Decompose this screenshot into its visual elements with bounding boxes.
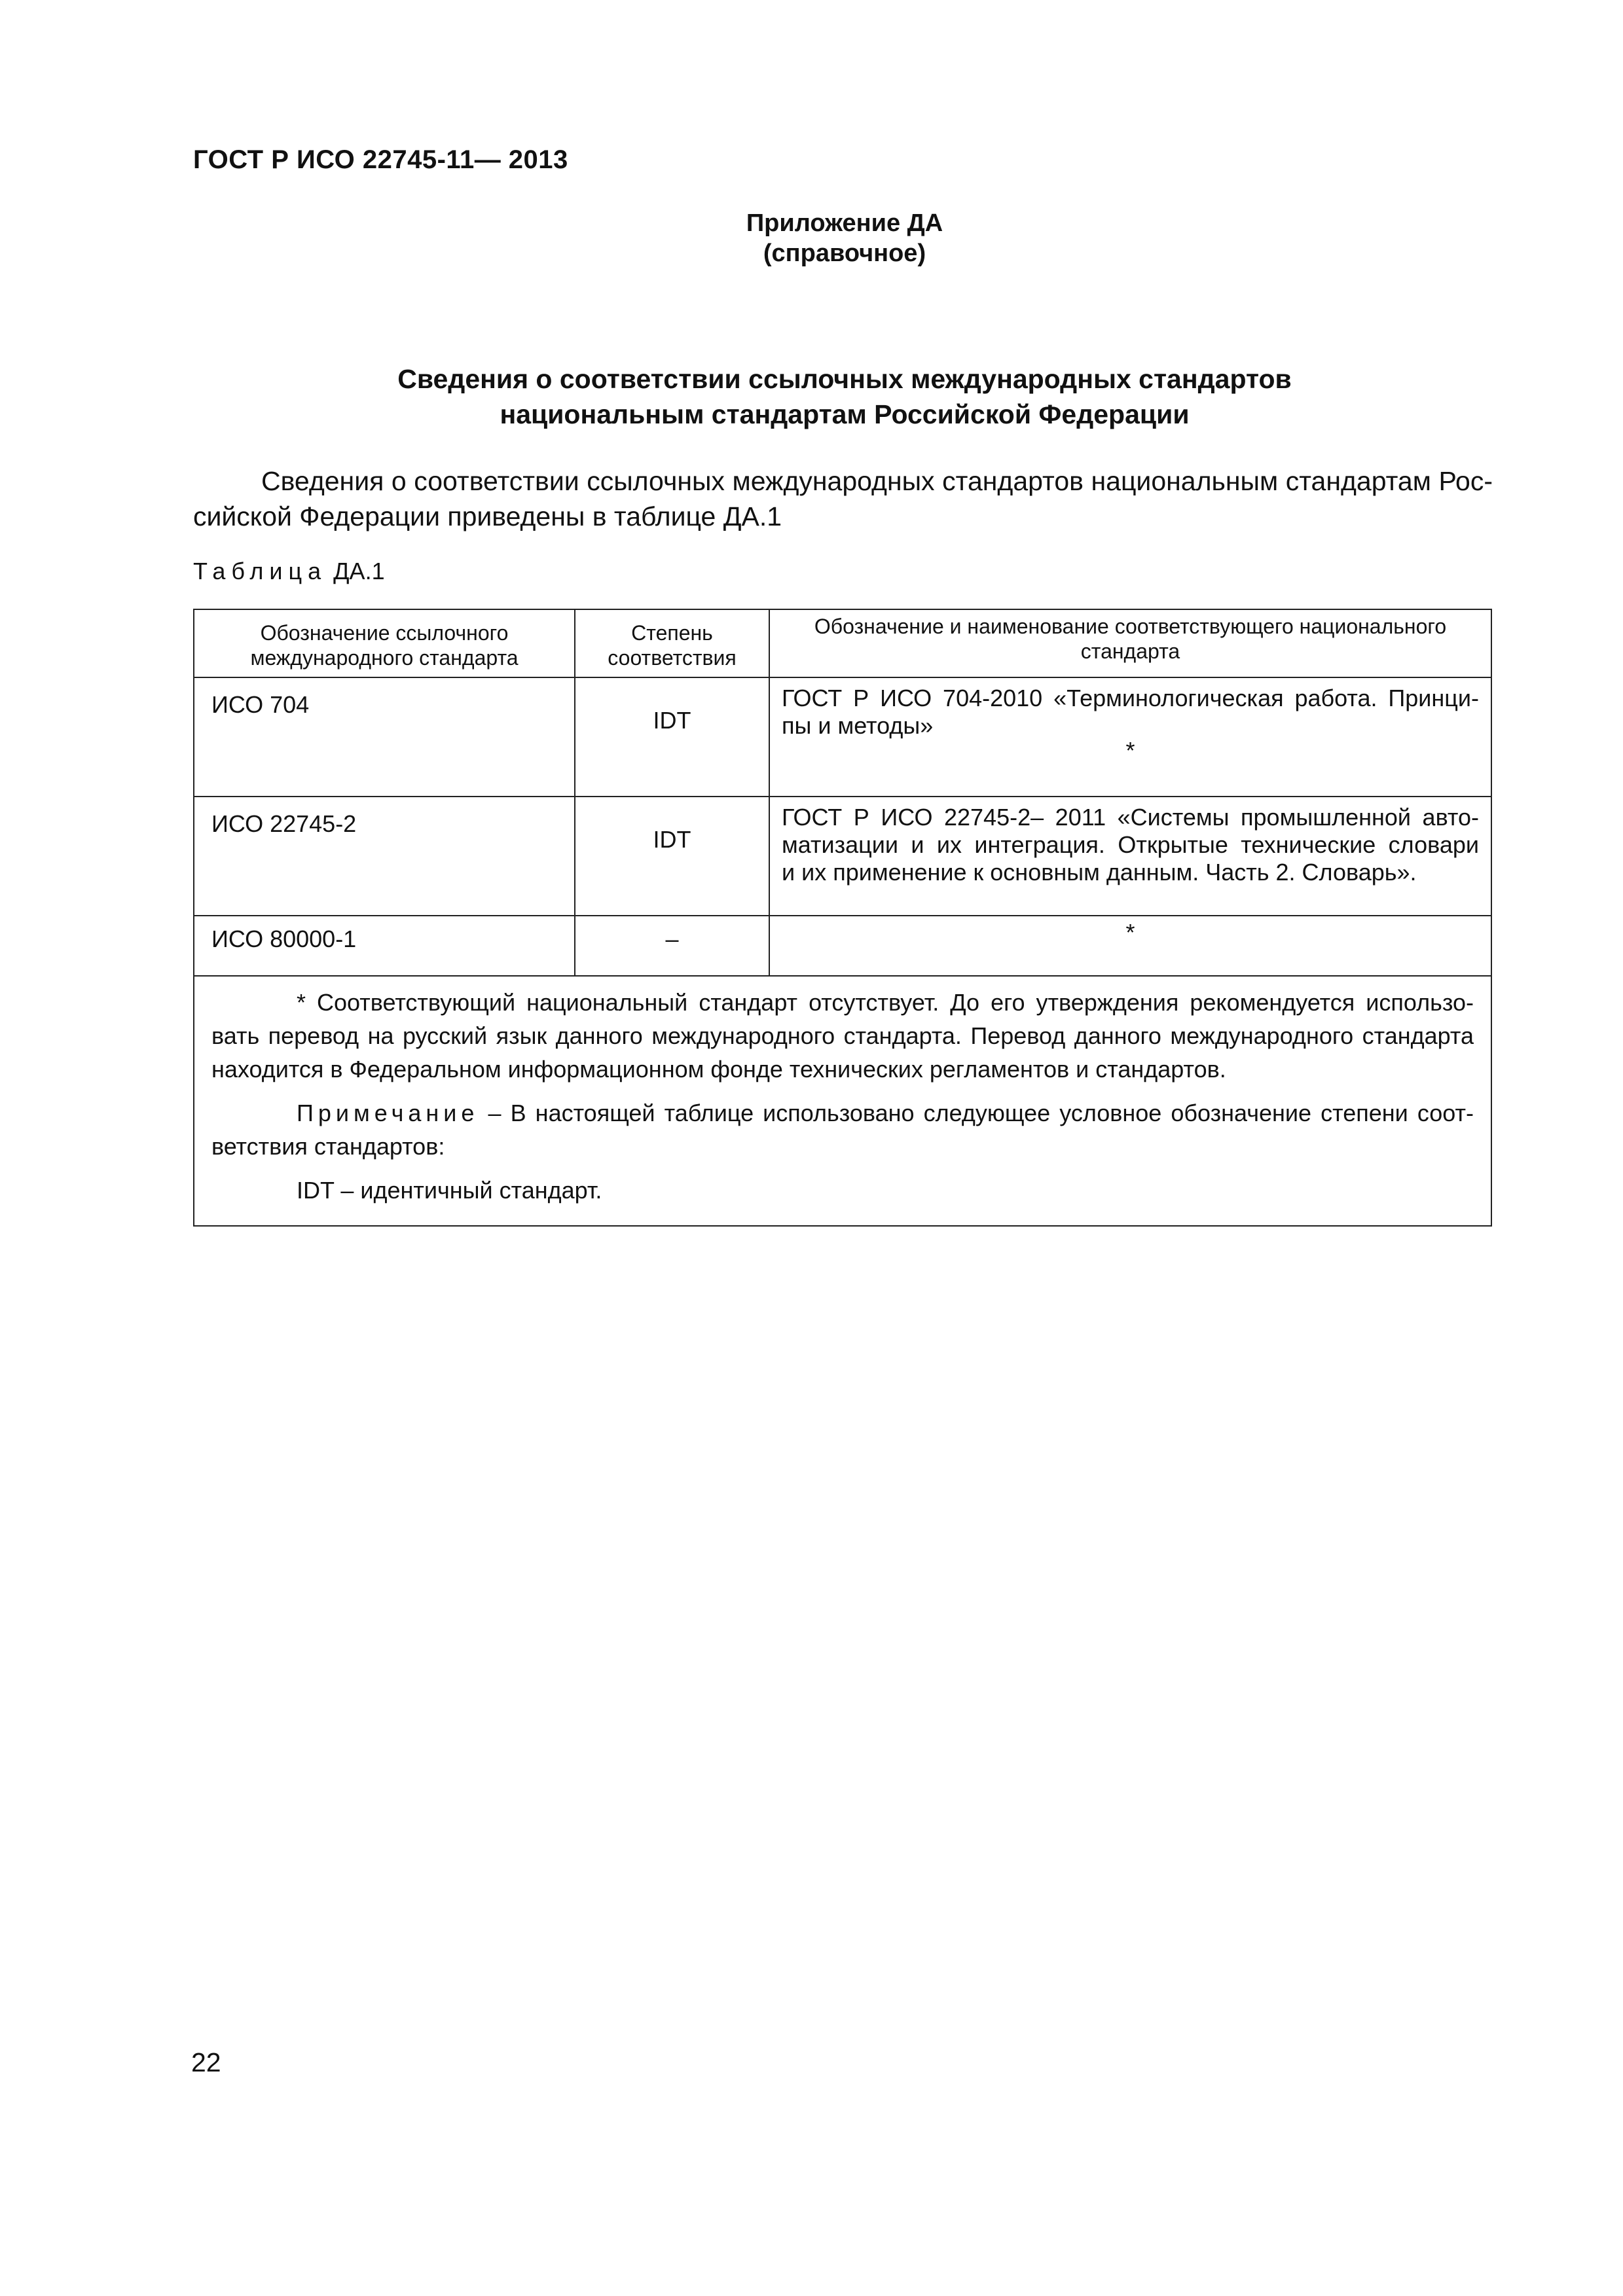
row-1-national-line-1: ГОСТ Р ИСО 704-2010 «Терминологическая работа. Принци- bbox=[782, 685, 1479, 711]
page-number: 22 bbox=[191, 2047, 221, 2077]
row-2-degree-value: IDT bbox=[653, 826, 691, 853]
row-2-standard: ИСО 22745-2 bbox=[194, 797, 575, 916]
row-1-degree-value: IDT bbox=[653, 707, 691, 734]
header-col1-line-2: международного стандарта bbox=[250, 646, 519, 670]
header-col2-line-2: соответствия bbox=[608, 646, 737, 670]
row-3-national bbox=[769, 916, 1491, 976]
header-national-standard bbox=[769, 609, 1491, 677]
footnote-line-1: * Соответствующий национальный стандарт отсутствует. До его утверждения рекомендуется использо- bbox=[297, 989, 1474, 1016]
table-row bbox=[194, 677, 1491, 797]
row-3-footnote-mark: * bbox=[1125, 919, 1135, 946]
document-code: ГОСТ Р ИСО 22745-11— 2013 bbox=[193, 145, 568, 174]
row-2-national-line-1: ГОСТ Р ИСО 22745-2– 2011 «Системы промышленной авто- bbox=[782, 804, 1479, 831]
note-label: Примечание bbox=[297, 1100, 479, 1126]
annex-title: Приложение ДА bbox=[746, 209, 943, 237]
note-spacer bbox=[211, 1163, 1474, 1174]
note-idt-definition: IDT – идентичный стандарт. bbox=[297, 1177, 602, 1204]
header-degree bbox=[575, 609, 769, 677]
header-col2-line-1: Степень bbox=[631, 621, 713, 645]
row-1-national-line-2: пы и методы» bbox=[782, 712, 934, 739]
footnote-line-3: находится в Федеральном информационном фонде технических регламентов и стандартов. bbox=[211, 1056, 1226, 1083]
row-1-national bbox=[769, 677, 1491, 797]
table-caption bbox=[193, 558, 385, 585]
header-international-standard bbox=[194, 609, 575, 677]
row-3-standard: ИСО 80000-1 bbox=[194, 916, 575, 976]
row-3-degree bbox=[575, 916, 769, 976]
footnote-line-2: вать перевод на русский язык данного международного стандарта. Перевод данного международного стандарта bbox=[211, 1022, 1474, 1049]
annex-kind: (справочное) bbox=[763, 240, 926, 267]
table-notes bbox=[194, 976, 1491, 1226]
row-1-degree bbox=[575, 677, 769, 797]
header-col3-line-1: Обозначение и наименование соответствующего национального bbox=[814, 615, 1447, 638]
row-1-standard: ИСО 704 bbox=[194, 677, 575, 797]
intro-paragraph-line-2: сийской Федерации приведены в таблице ДА.1 bbox=[193, 501, 782, 531]
table-row bbox=[194, 797, 1491, 916]
row-1-footnote-mark: * bbox=[1125, 737, 1135, 764]
note-spacer bbox=[211, 1086, 1474, 1096]
table-notes-row bbox=[194, 976, 1491, 1226]
row-2-national-line-3: и их применение к основным данным. Часть 2. Словарь». bbox=[782, 859, 1417, 886]
header-col1-line-1: Обозначение ссылочного bbox=[260, 621, 509, 645]
section-title-line-1: Сведения о соответствии ссылочных международных стандартов bbox=[397, 364, 1292, 394]
header-col3-line-2: стандарта bbox=[1080, 639, 1180, 663]
note-line-1 bbox=[211, 1096, 1474, 1130]
row-3-degree-value: – bbox=[665, 925, 679, 952]
table-caption-number: ДА.1 bbox=[333, 558, 385, 584]
row-2-degree bbox=[575, 797, 769, 916]
correspondence-table bbox=[193, 609, 1492, 1227]
table-caption-word: Таблица bbox=[193, 558, 327, 584]
row-2-national bbox=[769, 797, 1491, 916]
note-line-2: ветствия стандартов: bbox=[211, 1133, 445, 1160]
table-header-row bbox=[194, 609, 1491, 677]
intro-paragraph-line-1: Сведения о соответствии ссылочных международных стандартов национальным стандартам Рос- bbox=[261, 466, 1493, 496]
note-line-1-text: – В настоящей таблице использовано следующее условное обозначение степени соот- bbox=[479, 1100, 1474, 1126]
section-title-line-2: национальным стандартам Российской Федерации bbox=[500, 399, 1190, 429]
table-row bbox=[194, 916, 1491, 976]
row-2-national-line-2: матизации и их интеграция. Открытые технические словари bbox=[782, 831, 1479, 858]
